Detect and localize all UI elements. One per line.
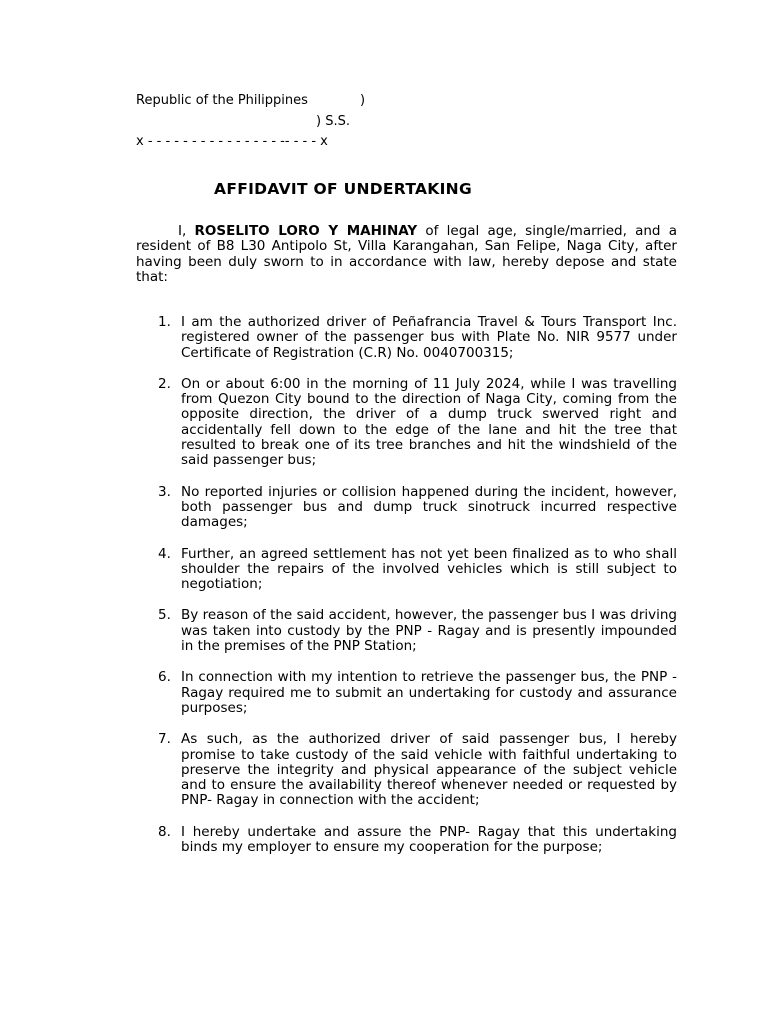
list-item	[136, 732, 677, 808]
item-number: 6.	[158, 669, 171, 686]
caption-ss: ) S.S.	[316, 114, 350, 129]
item-number: 2.	[158, 375, 171, 392]
caption-divider: x - - - - - - - - - - - - - - - -- - - - x	[136, 134, 328, 149]
affiant-name: ROSELITO LORO Y MAHINAY	[194, 223, 418, 239]
item-text: By reason of the said accident, however, the passenger bus I was driving was taken into custody by the PNP - Ragay and is presently impounded in the premises of the PNP Station;	[181, 607, 677, 655]
caption-paren: )	[360, 93, 366, 108]
item-number: 1.	[158, 314, 171, 330]
list-item	[136, 547, 677, 593]
list-item	[136, 315, 677, 361]
item-number: 5.	[158, 607, 171, 624]
item-number: 8.	[158, 823, 171, 840]
list-item	[136, 670, 677, 716]
list-item	[136, 608, 677, 654]
item-text: No reported injuries or collision happened during the incident, however, both passenger bus and dump truck sinotruck incurred respective damages;	[181, 483, 677, 531]
item-text: I hereby undertake and assure the PNP- Ragay that this undertaking binds my employer to ensure my cooperation for the purpose;	[181, 823, 677, 856]
list-item	[136, 377, 677, 469]
item-number: 7.	[158, 731, 171, 748]
intro-prefix: I,	[178, 223, 195, 239]
list-item	[136, 825, 677, 856]
document-title: AFFIDAVIT OF UNDERTAKING	[214, 180, 472, 198]
item-text: On or about 6:00 in the morning of 11 July 2024, while I was travelling from Quezon City bound to the direction of Naga City, coming from the opposite direction, the driver of a dump truck swerved right and accidentally fell down to the edge of the lane and hit the tree that resulted to break one of its tree branches and hit the windshield of the said passenger bus;	[181, 375, 677, 469]
caption-country: Republic of the Philippines	[136, 93, 308, 108]
item-text: In connection with my intention to retrieve the passenger bus, the PNP - Ragay required me to submit an undertaking for custody and assurance purposes;	[181, 669, 677, 716]
statement-list	[136, 315, 677, 871]
intro-paragraph	[136, 224, 677, 285]
item-text: As such, as the authorized driver of said passenger bus, I hereby promise to take custody of the said vehicle with faithful undertaking to preserve the integrity and physical appearance of the subject vehicle and to ensure the availability thereof whenever needed or requested by PNP- Ragay in connection with the accident;	[181, 731, 677, 809]
item-text: I am the authorized driver of Peñafrancia Travel & Tours Transport Inc. registered owner of the passenger bus with Plate No. NIR 9577 under Certificate of Registration (C.R) No. 0040700315;	[181, 314, 677, 361]
item-number: 4.	[158, 545, 171, 562]
list-item	[136, 485, 677, 531]
item-number: 3.	[158, 483, 171, 500]
item-text: Further, an agreed settlement has not yet been finalized as to who shall shoulder the repairs of the involved vehicles which is still subject to negotiation;	[181, 545, 677, 593]
intro-rest: of legal age, single/married, and a resident of B8 L30 Antipolo St, Villa Karangahan, San Felipe, Naga City, after having been duly sworn to in accordance with law, hereby depose and state that:	[136, 223, 677, 285]
